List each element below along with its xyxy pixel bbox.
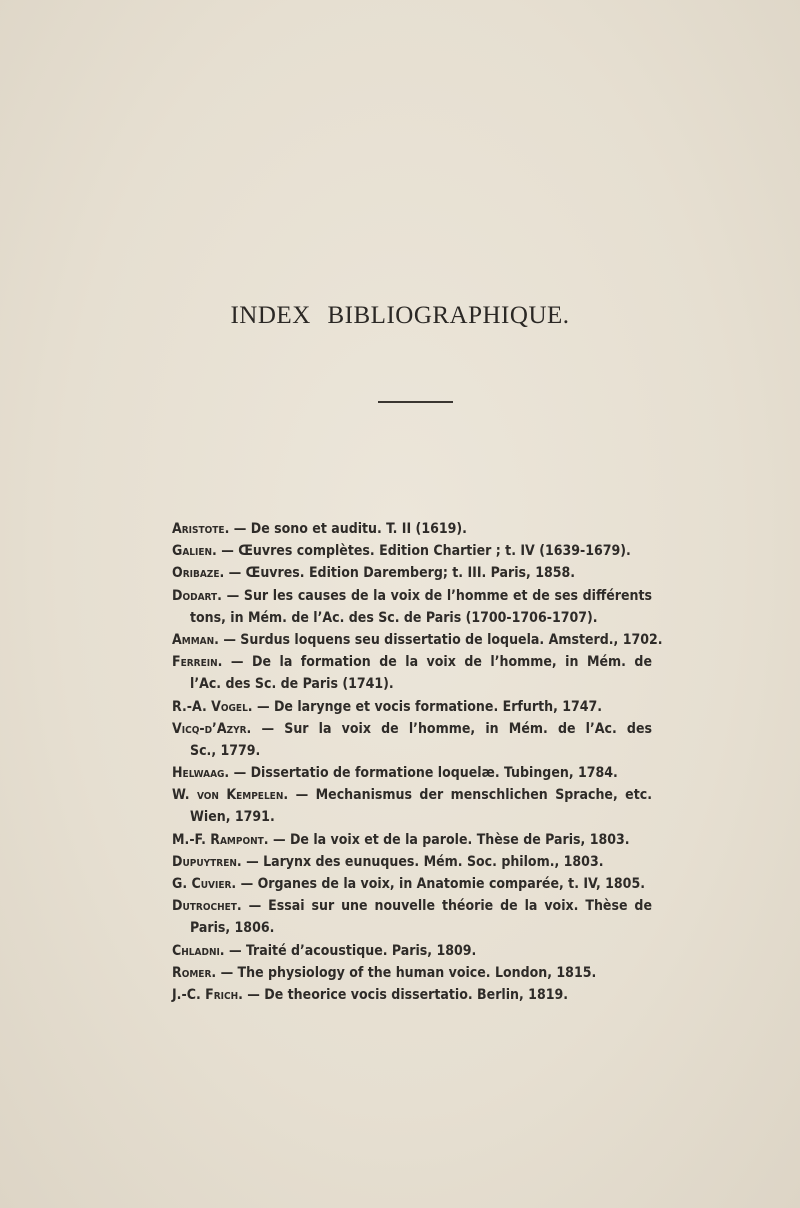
- entry-first-line: [172, 962, 652, 984]
- entry-text: — De la formation de la voix de l’homme, in Mém. de: [230, 654, 652, 671]
- entry-text: — Œuvres complètes. Edition Chartier ; t. IV (1639-1679).: [221, 543, 631, 560]
- entry-text: — Œuvres. Edition Daremberg; t. III. Paris, 1858.: [228, 565, 576, 582]
- bibliography-entry: [172, 540, 652, 562]
- entry-author: Vicq-d’Azyr.: [172, 720, 252, 737]
- entry-text: Wien, 1791.: [190, 809, 275, 826]
- bibliography-entry: [172, 851, 652, 873]
- entry-author: W. von Kempelen.: [172, 787, 289, 804]
- entry-first-line: [172, 873, 652, 895]
- entry-first-line: [172, 829, 652, 851]
- entry-first-line: [172, 629, 663, 651]
- entry-first-line: [172, 895, 652, 917]
- entry-text: — Sur les causes de la voix de l’homme et de ses différents: [226, 587, 652, 604]
- entry-author: Aristote.: [172, 521, 230, 537]
- entry-text: — De la voix et de la parole. Thèse de Paris, 1803.: [272, 831, 630, 848]
- entry-text: — De theorice vocis dissertatio. Berlin, 1819.: [247, 986, 569, 1003]
- bibliography-entry: [172, 562, 652, 584]
- entry-continuation-line: [172, 740, 652, 762]
- entry-first-line: [172, 696, 652, 718]
- entry-author: R.-A. Vogel.: [172, 698, 253, 715]
- entry-first-line: [172, 562, 652, 584]
- entry-text: — Dissertatio de formatione loquelæ. Tubingen, 1784.: [233, 765, 618, 782]
- bibliography-entry: [172, 518, 652, 540]
- entry-author: Amman.: [172, 631, 219, 648]
- entry-first-line: [172, 540, 652, 562]
- bibliography-entry: [172, 829, 652, 851]
- entry-continuation-line: [172, 673, 652, 695]
- bibliography-entry: [172, 585, 652, 629]
- entry-first-line: [172, 984, 652, 1006]
- entry-first-line: [172, 851, 652, 873]
- entry-continuation-line: [172, 806, 652, 828]
- bibliography-entry: [172, 940, 652, 962]
- entry-first-line: [172, 784, 652, 806]
- entry-author: Galien.: [172, 543, 217, 560]
- entry-text: — Essai sur une nouvelle théorie de la voix. Thèse de: [248, 898, 652, 915]
- entry-first-line: [172, 940, 652, 962]
- entry-author: Oribaze.: [172, 565, 225, 582]
- bibliography-entry: [172, 651, 652, 695]
- entry-author: Dupuytren.: [172, 853, 242, 870]
- title-divider: [378, 401, 453, 403]
- entry-text: — Larynx des eunuques. Mém. Soc. philom., 1803.: [246, 853, 604, 870]
- bibliography-entry: [172, 873, 652, 895]
- entry-first-line: [172, 762, 652, 784]
- entry-text: — Sur la voix de l’homme, in Mém. de l’Ac. des: [261, 720, 652, 737]
- entry-continuation-line: [172, 607, 652, 629]
- entry-continuation-line: [172, 917, 652, 939]
- entry-text: — Mechanismus der menschlichen Sprache, etc.: [295, 787, 652, 804]
- bibliography-entry: [172, 696, 652, 718]
- entry-first-line: [172, 518, 652, 540]
- entry-text: — Surdus loquens seu dissertatio de loquela. Amsterd., 1702.: [223, 631, 663, 648]
- bibliography-entry: [172, 629, 663, 651]
- bibliography-entry: [172, 762, 652, 784]
- entry-author: G. Cuvier.: [172, 876, 237, 892]
- entry-author: Chladni.: [172, 942, 225, 959]
- entry-text: — Traité d’acoustique. Paris, 1809.: [229, 942, 477, 959]
- bibliography-entry: [172, 984, 652, 1006]
- entry-first-line: [172, 585, 652, 607]
- entry-text: — Organes de la voix, in Anatomie comparée, t. IV, 1805.: [240, 876, 645, 892]
- bibliography-list: [172, 518, 663, 1006]
- entry-text: l’Ac. des Sc. de Paris (1741).: [190, 676, 394, 693]
- entry-text: Sc., 1779.: [190, 742, 261, 759]
- entry-text: Paris, 1806.: [190, 920, 275, 937]
- entry-author: Ferrein.: [172, 654, 223, 671]
- entry-author: J.-C. Frich.: [172, 986, 243, 1003]
- entry-first-line: [172, 718, 652, 740]
- entry-author: Dutrochet.: [172, 898, 242, 915]
- entry-text: — De larynge et vocis formatione. Erfurth, 1747.: [256, 698, 603, 715]
- entry-first-line: [172, 651, 652, 673]
- page-title: INDEX BIBLIOGRAPHIQUE.: [230, 302, 570, 329]
- entry-author: Dodart.: [172, 587, 222, 604]
- bibliography-entry: [172, 718, 652, 762]
- bibliography-entry: [172, 962, 652, 984]
- entry-author: Helwaag.: [172, 765, 230, 782]
- bibliography-entry: [172, 895, 652, 939]
- entry-author: Romer.: [172, 964, 217, 981]
- entry-text: tons, in Mém. de l’Ac. des Sc. de Paris (1700-1706-1707).: [190, 609, 598, 626]
- entry-text: — The physiology of the human voice. London, 1815.: [220, 964, 597, 981]
- entry-text: — De sono et auditu. T. II (1619).: [233, 521, 467, 537]
- bibliography-entry: [172, 784, 652, 828]
- entry-author: M.-F. Rampont.: [172, 831, 269, 848]
